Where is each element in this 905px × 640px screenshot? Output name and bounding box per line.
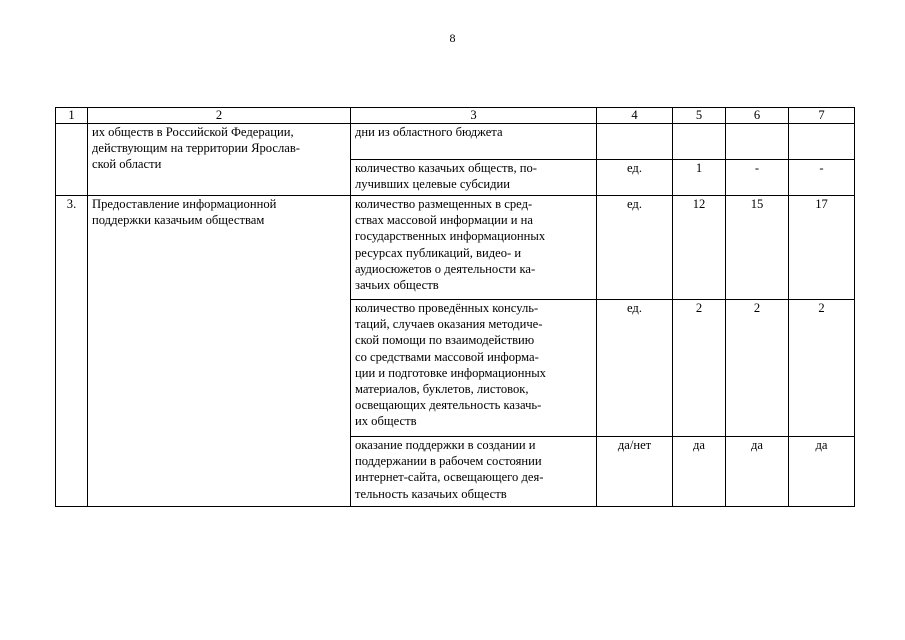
indicator-text-cell: количество проведённых консуль- таций, случаев оказания методиче- ской помощи по взаимодействию со средствами массовой информа- ции и подготовке информационных материалов, буклетов, листовок, освещающих деятельность казачь- их обществ xyxy=(351,300,597,437)
value-col6-cell: - xyxy=(726,160,789,196)
value-col5-cell: 12 xyxy=(673,196,726,300)
indicator-text-cell: количество размещенных в сред- ствах массовой информации и на государственных информационных ресурсах публикаций, видео- и аудиосюжетов о деятельности ка- зачьих обществ xyxy=(351,196,597,300)
table-row xyxy=(56,124,855,160)
unit-cell: да/нет xyxy=(597,437,673,507)
row-number-cell: 3. xyxy=(56,196,88,507)
header-col-6: 6 xyxy=(726,108,789,124)
unit-cell xyxy=(597,124,673,160)
value-col5-cell: 2 xyxy=(673,300,726,437)
value-col7-cell: 17 xyxy=(789,196,855,300)
header-col-1: 1 xyxy=(56,108,88,124)
unit-cell: ед. xyxy=(597,300,673,437)
value-col6-cell: 15 xyxy=(726,196,789,300)
value-col7-cell: да xyxy=(789,437,855,507)
header-col-5: 5 xyxy=(673,108,726,124)
unit-cell: ед. xyxy=(597,160,673,196)
indicator-text-cell: оказание поддержки в создании и поддержании в рабочем состоянии интернет-сайта, освещающего дея- тельность казачьих обществ xyxy=(351,437,597,507)
value-col5-cell: да xyxy=(673,437,726,507)
header-col-3: 3 xyxy=(351,108,597,124)
value-col6-cell: 2 xyxy=(726,300,789,437)
activity-name-cell: их обществ в Российской Федерации, действующим на территории Ярослав- ской области xyxy=(88,124,351,196)
unit-cell: ед. xyxy=(597,196,673,300)
header-col-7: 7 xyxy=(789,108,855,124)
table-row xyxy=(56,196,855,300)
table-header-row xyxy=(56,108,855,124)
value-col7-cell xyxy=(789,124,855,160)
indicator-text-cell: дни из областного бюджета xyxy=(351,124,597,160)
header-col-2: 2 xyxy=(88,108,351,124)
value-col6-cell xyxy=(726,124,789,160)
value-col6-cell: да xyxy=(726,437,789,507)
row-number-cell xyxy=(56,124,88,196)
program-table xyxy=(55,107,855,507)
value-col7-cell: 2 xyxy=(789,300,855,437)
value-col7-cell: - xyxy=(789,160,855,196)
value-col5-cell: 1 xyxy=(673,160,726,196)
indicator-text-cell: количество казачьих обществ, по- лучивших целевые субсидии xyxy=(351,160,597,196)
page-number: 8 xyxy=(449,31,456,45)
activity-name-cell: Предоставление информационной поддержки казачьим обществам xyxy=(88,196,351,507)
value-col5-cell xyxy=(673,124,726,160)
header-col-4: 4 xyxy=(597,108,673,124)
